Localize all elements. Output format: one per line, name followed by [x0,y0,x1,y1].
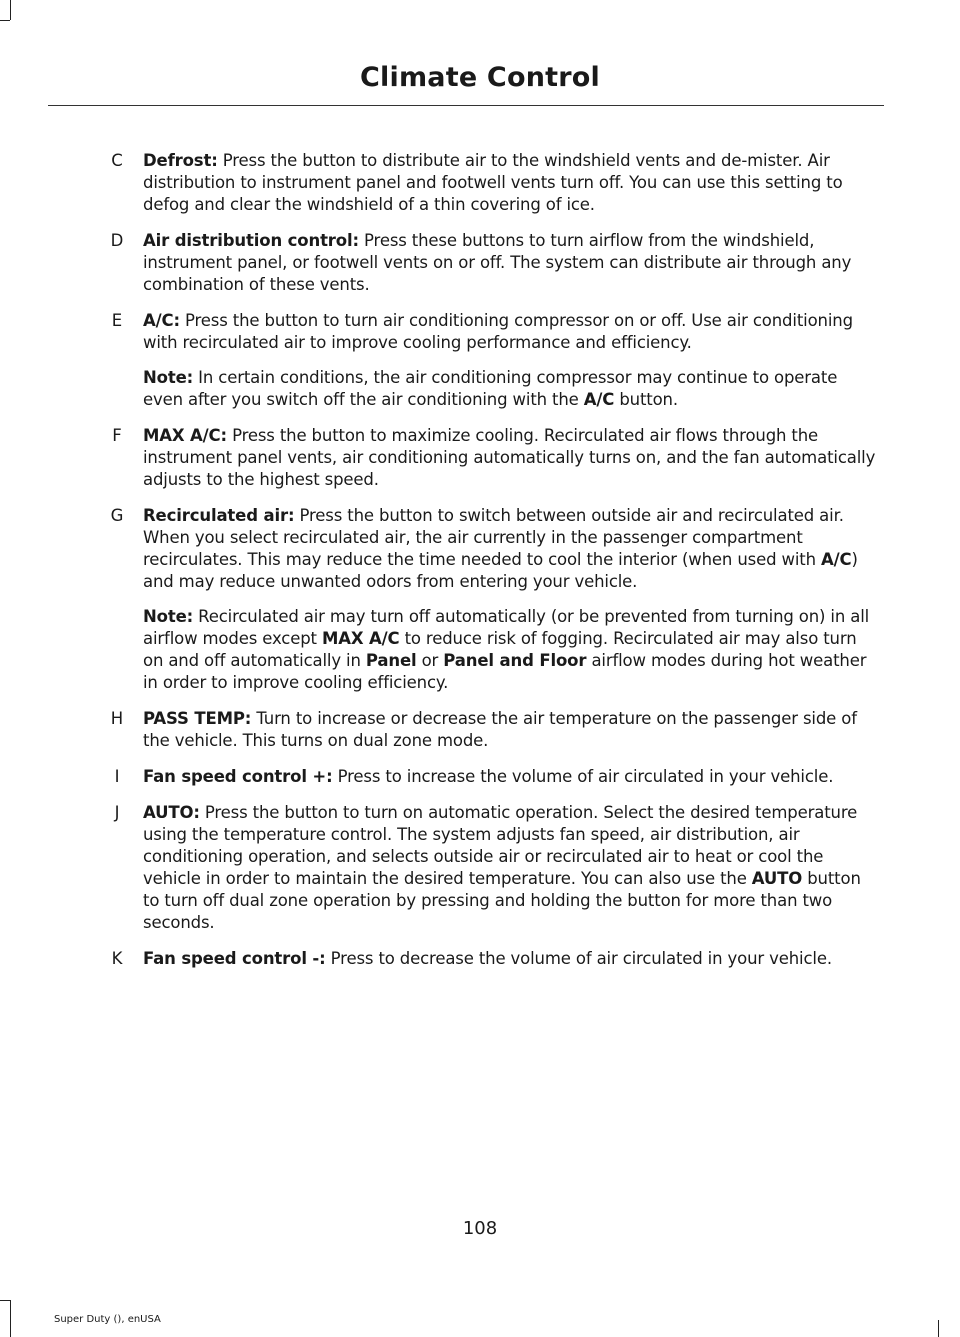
entry-letter: G [110,506,124,525]
bold-term: Note: [143,607,194,626]
entry-note [143,606,878,694]
entry-description [143,708,878,752]
text-run: Press these buttons to turn airflow from the windshield, instrument panel, or footwell vents on or off. The system can distribute air through any combination of these vents. [143,231,852,294]
entry-letter: I [114,767,120,786]
entry-description [143,505,878,593]
definition-list [48,150,878,984]
text-run: ) and may reduce unwanted odors from entering your vehicle. [143,550,858,591]
entry-h [48,708,878,752]
text-run: Press the button to turn air conditioning compressor on or off. Use air conditioning with recirculated air to improve cooling performance and efficiency. [143,311,853,352]
entry-description [143,948,878,970]
entry-letter: C [111,151,123,170]
entry-letter: E [111,311,123,330]
entry-body [143,505,878,694]
entry-g [48,505,878,694]
bold-term: MAX A/C: [143,426,227,445]
entry-d [48,230,878,296]
crop-mark-bottom-left-h [0,1300,10,1301]
bold-term: Panel [365,651,417,670]
text-run: airflow modes during hot weather in order to improve cooling efficiency. [143,651,867,692]
text-run: button to turn off dual zone operation by pressing and holding the button for more than two seconds. [143,869,861,932]
text-run: Press the button to switch between outside air and recirculated air. When you select recirculated air, the air currently in the passenger compartment recirculates. This may reduce the time needed to cool the interior (when used with [143,506,844,569]
page-title: Climate Control [360,62,600,93]
bold-term: Recirculated air: [143,506,295,525]
entry-body [143,948,878,970]
entry-e [48,310,878,411]
entry-f [48,425,878,491]
bold-term: Note: [143,368,194,387]
entry-body [143,230,878,296]
crop-mark-top-left-v [10,0,11,20]
text-run: Press the button to distribute air to the windshield vents and de-mister. Air distribution to instrument panel and footwell vents turn off. You can use this setting to defog and clear the windshield of a thin covering of ice. [143,151,843,214]
text-run: Turn to increase or decrease the air temperature on the passenger side of the vehicle. This turns on dual zone mode. [143,709,857,750]
text-run: Press to decrease the volume of air circulated in your vehicle. [325,949,832,968]
entry-body [143,425,878,491]
entry-body [143,150,878,216]
text-run: to reduce risk of fogging. Recirculated air may also turn on and off automatically in [143,629,857,670]
entry-description [143,766,878,788]
entry-body [143,802,878,934]
entry-description [143,150,878,216]
entry-body [143,708,878,752]
text-run: Press the button to turn on automatic operation. Select the desired temperature using the temperature control. The system adjusts fan speed, air distribution, air conditioning operation, and selects outside air or recirculated air to heat or cool the vehicle in order to maintain the desired temperature. You can also use the [143,803,858,888]
bold-term: Panel and Floor [443,651,587,670]
bold-term: AUTO [751,869,803,888]
header-divider [48,105,884,106]
footer-doc-info: Super Duty (), enUSA [54,1314,161,1325]
entry-body [143,310,878,411]
entry-c [48,150,878,216]
bold-term: Fan speed control +: [143,767,333,786]
entry-letter: H [110,709,124,728]
text-run: Press to increase the volume of air circulated in your vehicle. [332,767,834,786]
entry-letter: K [111,949,123,968]
bold-term: Defrost: [143,151,218,170]
entry-i [48,766,878,788]
bold-term: A/C: [143,311,180,330]
bold-term: A/C [583,390,615,409]
bold-term: A/C [821,550,852,569]
entry-letter: F [112,426,122,445]
entry-j [48,802,878,934]
text-run: or [416,651,444,670]
crop-mark-top-left-h [0,20,10,21]
entry-description [143,425,878,491]
entry-description [143,230,878,296]
text-run: Press the button to maximize cooling. Recirculated air flows through the instrument panel vents, air conditioning automatically turns on, and the fan automatically adjusts to the highest speed. [143,426,876,489]
bold-term: MAX A/C [321,629,400,648]
bold-term: PASS TEMP: [143,709,252,728]
page-number: 108 [462,1218,498,1239]
bold-term: Air distribution control: [143,231,359,250]
crop-mark-bottom-right-v [938,1320,939,1337]
entry-k [48,948,878,970]
text-run: Recirculated air may turn off automatically (or be prevented from turning on) in all airflow modes except [143,607,870,648]
crop-mark-bottom-left-v [10,1300,11,1337]
entry-body [143,766,878,788]
entry-description [143,802,878,934]
entry-description [143,310,878,354]
text-run: In certain conditions, the air conditioning compressor may continue to operate even after you switch off the air conditioning with the [143,368,838,409]
bold-term: AUTO: [143,803,200,822]
bold-term: Fan speed control -: [143,949,326,968]
text-run: button. [614,390,678,409]
entry-letter: D [110,231,124,250]
entry-note [143,367,878,411]
entry-letter: J [114,803,120,822]
